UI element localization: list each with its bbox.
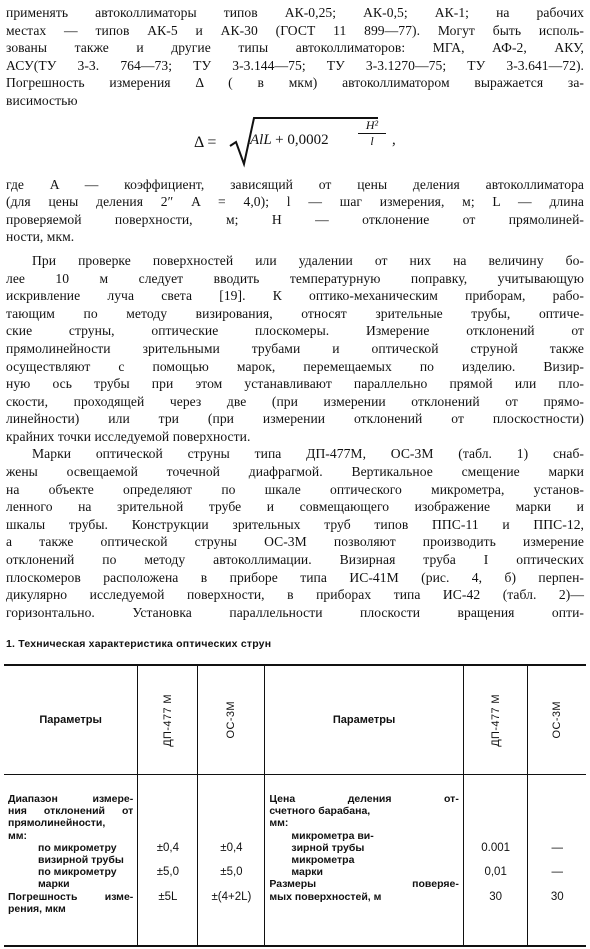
table-caption: 1. Техническая характеристика оптических струн [6, 638, 272, 650]
text-line: отклонений по методу автоколлимации. Визирная труба I оптических [6, 552, 584, 568]
text-line: зованы также и другие типы автоколлиматоров: МГА, АФ-2, АКУ, [6, 40, 584, 56]
right-dp477m-values: 0.001 0,01 30 [463, 775, 528, 947]
text-line: проверяемой поверхности, м; H — отклонение от прямолиней- [6, 211, 584, 227]
formula-term: AlL [250, 131, 272, 148]
text-line: прямолинейности зрительными трубами и оптической струной также [6, 340, 584, 356]
table-row [4, 775, 586, 947]
fraction-denominator: l [370, 133, 374, 148]
paragraph-3 [6, 252, 584, 446]
formula-comma: , [392, 131, 396, 148]
page-body [6, 4, 584, 621]
header-dp477m-left: ДП-477 М [138, 665, 198, 775]
text-line: линейности) или три (при измерении отклонений от плоскостности) [6, 411, 584, 427]
formula-plus-term: + 0,0002 [275, 131, 329, 148]
formula-radicand [250, 132, 329, 149]
formula-lhs: Δ = [194, 133, 217, 151]
right-os3m-values: — — 30 [528, 775, 586, 947]
text-line: осуществляют с помощью марок, перемещаемых по изделию. Визир- [6, 358, 584, 374]
paragraph-2 [6, 176, 584, 246]
text-line: где A — коэффициент, зависящий от цены деления автоколлиматора [6, 176, 584, 192]
right-params-cell: Цена деления от- счетного барабана, мм: микрометра ви- зирной трубы микрометра марки Размеры поверяе- мых поверхностей, м [265, 775, 463, 947]
text-line: скости, проходящей через две (при измерении отклонений от прямо- [6, 393, 584, 409]
text-line: Марки оптической струны типа ДП-477М, ОС-3М (табл. 1) снаб- [32, 446, 584, 462]
optical-strings-spec-table [4, 664, 586, 947]
header-params-right: Параметры [265, 665, 463, 775]
header-dp477m-right: ДП-477 М [463, 665, 528, 775]
text-line: ские струны, оптические плоскомеры. Измерение отклонений от [6, 323, 584, 339]
text-line: применять автоколлиматоры типов АК-0,25; АК-0,5; АК-1; на рабочих [6, 5, 584, 20]
text-line: плоскомеров расположена в приборе типа ИС-41М (рис. 4, б) перпен- [6, 569, 584, 585]
text-line: ную ось трубы при этом устанавливают параллельно прямой или пло- [6, 376, 584, 392]
text-line: (для цены деления 2″ A = 4,0); l — шаг измерения, м; L — длина [6, 194, 584, 210]
error-formula [6, 112, 584, 170]
header-os3m-right: ОС-3М [528, 665, 586, 775]
text-line: лее 10 м следует вводить температурную поправку, учитывающую [6, 270, 584, 286]
left-dp477m-values: ±0,4 ±5,0 ±5L [138, 775, 198, 947]
header-os3m-left: ОС-3М [198, 665, 265, 775]
text-line: АСУ(ТУ 3-3. 764—73; ТУ 3-3.144—75; ТУ 3-3.1270—75; ТУ 3-3.641—72). [6, 57, 584, 73]
text-line: ности, мкм. [6, 229, 75, 245]
text-line: жены освещаемой точечной диафрагмой. Вертикальное смещение марки [6, 464, 584, 480]
text-line: тающим по методу визирования, относят зрительные трубы, оптиче- [6, 305, 584, 321]
text-line: местах — типов АК-5 и АК-30 (ГОСТ 11 899—77). Могут быть исполь- [6, 22, 584, 38]
left-params-cell: Диапазон измере- ния отклонений от прямолинейности, мм: по микрометру визирной трубы по микрометру марки Погрешность изме- рения, мкм [4, 775, 138, 947]
text-line: висимостью [6, 92, 78, 108]
formula-fraction [358, 118, 386, 149]
text-line: а также оптической струны ОС-3М позволяют производить измерение [6, 534, 584, 550]
text-line: дикулярно исследуемой поверхности, в приборах типа ИС-42 (табл. 2)— [6, 587, 584, 603]
text-line: на объекте определяют по шкале оптического микрометра, установ- [6, 481, 584, 497]
text-line: шкалы трубы. Конструкции зрительных труб типов ППС-11 и ППС-12, [6, 516, 584, 532]
paragraph-4 [6, 445, 584, 621]
text-line: крайних точки исследуемой поверхности. [6, 428, 251, 444]
header-params-left: Параметры [4, 665, 138, 775]
text-line: искривление луча света [19]. К оптико-механическим приборам, рабо- [6, 288, 584, 304]
text-line: горизонтально. Установка параллельности плоскости вращения опти- [6, 604, 584, 620]
fraction-numerator: H² [358, 118, 386, 134]
left-os3m-values: ±0,4 ±5,0 ±(4+2L) [198, 775, 265, 947]
paragraph-1 [6, 4, 584, 110]
text-line: ленного на зрительной трубе и совмещающего изображение марки и [6, 499, 584, 515]
text-line: При проверке поверхностей или удалении от них на величину бо- [32, 252, 584, 268]
text-line: Погрешность измерения Δ ( в мкм) автоколлиматором выражается за- [6, 75, 584, 91]
